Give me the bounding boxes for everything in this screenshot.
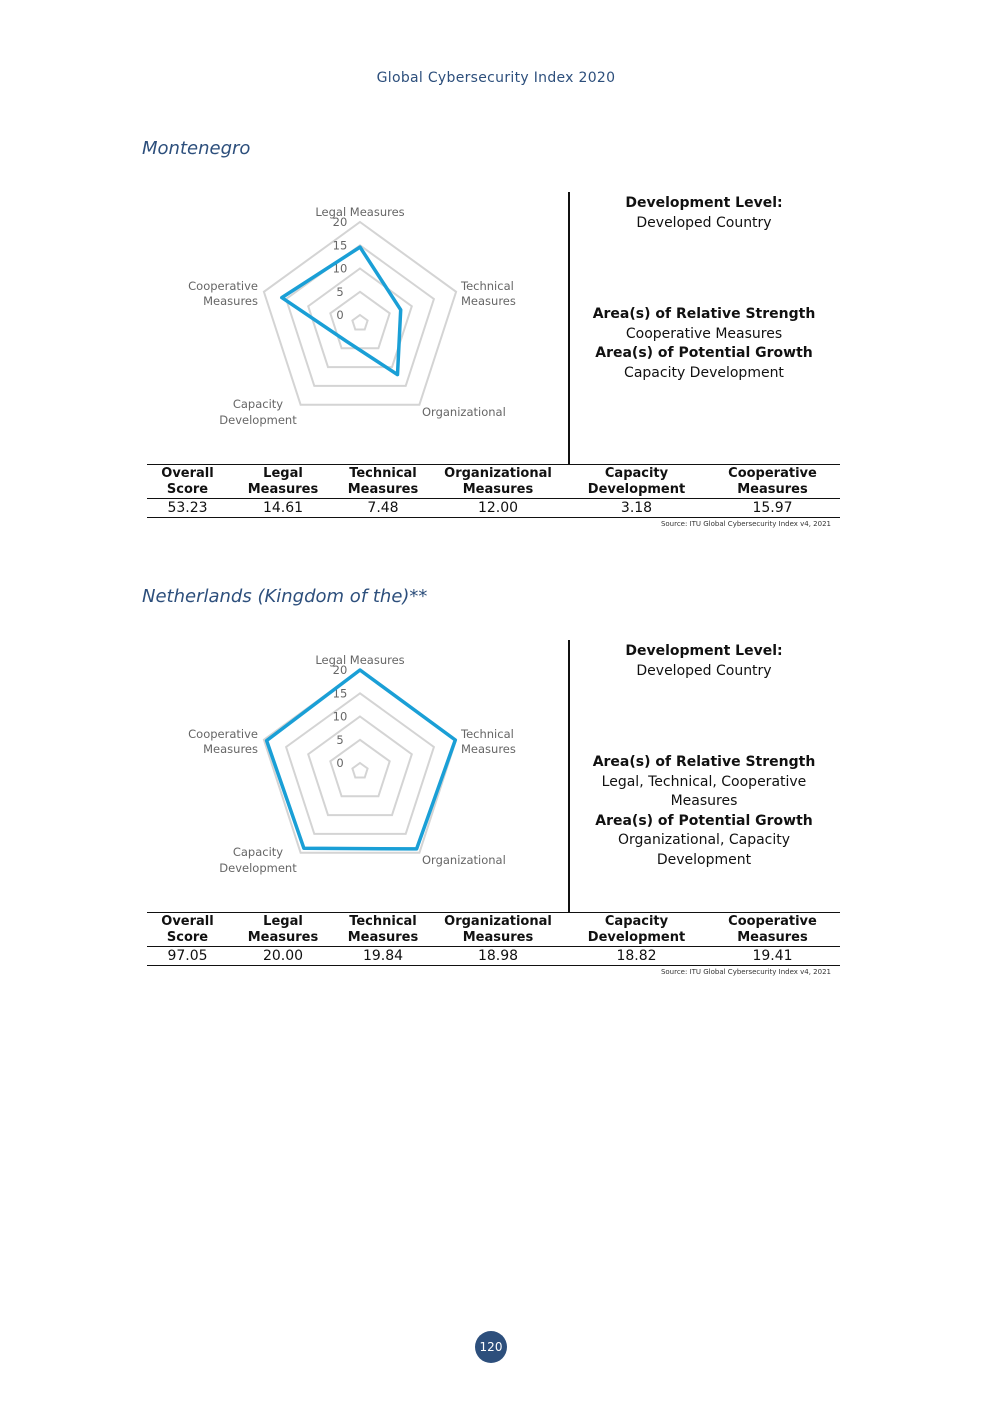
tick-label: 15: [332, 686, 348, 701]
score-table-value-row: [147, 947, 840, 966]
country-profile-montenegro: [0, 192, 992, 542]
tick-label: 5: [336, 732, 344, 747]
value-cooperative-measures: 19.41: [705, 947, 840, 966]
radar-chart: [150, 192, 570, 462]
header-organizational-measures: Organizational Measures: [428, 465, 568, 499]
value-capacity-development: 3.18: [568, 499, 705, 518]
info-panel: [590, 194, 818, 383]
axis-label-legal: Legal Measures: [315, 653, 405, 667]
series-polygon: [267, 670, 456, 849]
header-legal-measures: Legal Measures: [228, 465, 338, 499]
header-capacity-development: Capacity Development: [568, 465, 705, 499]
axis-label-organizational: Organizational: [422, 853, 506, 867]
tick-label: 5: [336, 284, 344, 299]
tick-label: 20: [332, 215, 348, 229]
development-level-value: Developed Country: [636, 662, 772, 679]
tick-label: 0: [336, 756, 344, 770]
axis-label-cooperative: Cooperative Measures: [188, 279, 258, 308]
tick-label: 10: [332, 261, 348, 276]
value-organizational-measures: 18.98: [428, 947, 568, 966]
grid-ring-0: [352, 315, 367, 330]
header-legal-measures: Legal Measures: [228, 913, 338, 947]
growth-label: Area(s) of Potential Growth: [595, 812, 813, 829]
grid-ring-10: [308, 269, 412, 368]
header-organizational-measures: Organizational Measures: [428, 913, 568, 947]
radar-chart: [150, 640, 570, 910]
header-overall-score: Overall Score: [147, 465, 228, 499]
header-cooperative-measures: Cooperative Measures: [705, 913, 840, 947]
tick-label: 20: [332, 663, 348, 677]
score-table: [147, 464, 840, 518]
header-technical-measures: Technical Measures: [338, 913, 428, 947]
score-table: [147, 912, 840, 966]
tick-label: 10: [332, 709, 348, 724]
growth-value-line-2: Development: [656, 851, 752, 868]
growth-value: Capacity Development: [624, 364, 784, 381]
value-capacity-development: 18.82: [568, 947, 705, 966]
strength-value: Cooperative Measures: [625, 325, 783, 342]
development-level-label: Development Level:: [625, 643, 783, 659]
development-level-label: Development Level:: [625, 195, 783, 211]
strength-label: Area(s) of Relative Strength: [592, 754, 816, 770]
tick-label: 15: [332, 238, 348, 253]
grid-ring-0: [352, 763, 367, 778]
header-capacity-development: Capacity Development: [568, 913, 705, 947]
header-technical-measures: Technical Measures: [338, 465, 428, 499]
score-table-header-row: [147, 913, 840, 947]
value-overall-score: 97.05: [147, 947, 228, 966]
axis-label-organizational: Organizational: [422, 405, 506, 419]
source-note: Source: ITU Global Cybersecurity Index v4, 2021: [660, 968, 831, 976]
value-legal-measures: 20.00: [228, 947, 338, 966]
country-title: Netherlands (Kingdom of the)**: [142, 586, 428, 607]
country-title: Montenegro: [142, 138, 251, 159]
axis-label-capacity: Capacity Development: [219, 845, 297, 875]
growth-value-line-1: Organizational, Capacity: [617, 832, 791, 848]
value-technical-measures: 19.84: [338, 947, 428, 966]
country-profile-netherlands: [0, 640, 992, 990]
value-cooperative-measures: 15.97: [705, 499, 840, 518]
page-number: 120: [475, 1331, 507, 1363]
header-cooperative-measures: Cooperative Measures: [705, 465, 840, 499]
axis-label-capacity: Capacity Development: [219, 397, 297, 427]
development-level-value: Developed Country: [636, 214, 772, 231]
score-table-value-row: [147, 499, 840, 518]
value-overall-score: 53.23: [147, 499, 228, 518]
axis-label-cooperative: Cooperative Measures: [188, 727, 258, 756]
grid-ring-20: [264, 670, 456, 853]
divider-line: [568, 192, 570, 464]
axis-label-legal: Legal Measures: [315, 205, 405, 219]
running-header: Global Cybersecurity Index 2020: [376, 70, 616, 86]
source-note: Source: ITU Global Cybersecurity Index v4, 2021: [660, 520, 831, 528]
value-legal-measures: 14.61: [228, 499, 338, 518]
value-organizational-measures: 12.00: [428, 499, 568, 518]
tick-label: 0: [336, 308, 344, 322]
score-table-header-row: [147, 465, 840, 499]
strength-label: Area(s) of Relative Strength: [592, 306, 816, 322]
strength-value-line-2: Measures: [670, 793, 738, 809]
strength-value-line-1: Legal, Technical, Cooperative: [601, 773, 807, 790]
grid-ring-10: [308, 717, 412, 816]
value-technical-measures: 7.48: [338, 499, 428, 518]
axis-label-technical: Technical Measures: [461, 727, 516, 756]
header-overall-score: Overall Score: [147, 913, 228, 947]
info-panel: [590, 642, 818, 870]
divider-line: [568, 640, 570, 912]
axis-label-technical: Technical Measures: [461, 279, 516, 308]
growth-label: Area(s) of Potential Growth: [595, 345, 813, 361]
